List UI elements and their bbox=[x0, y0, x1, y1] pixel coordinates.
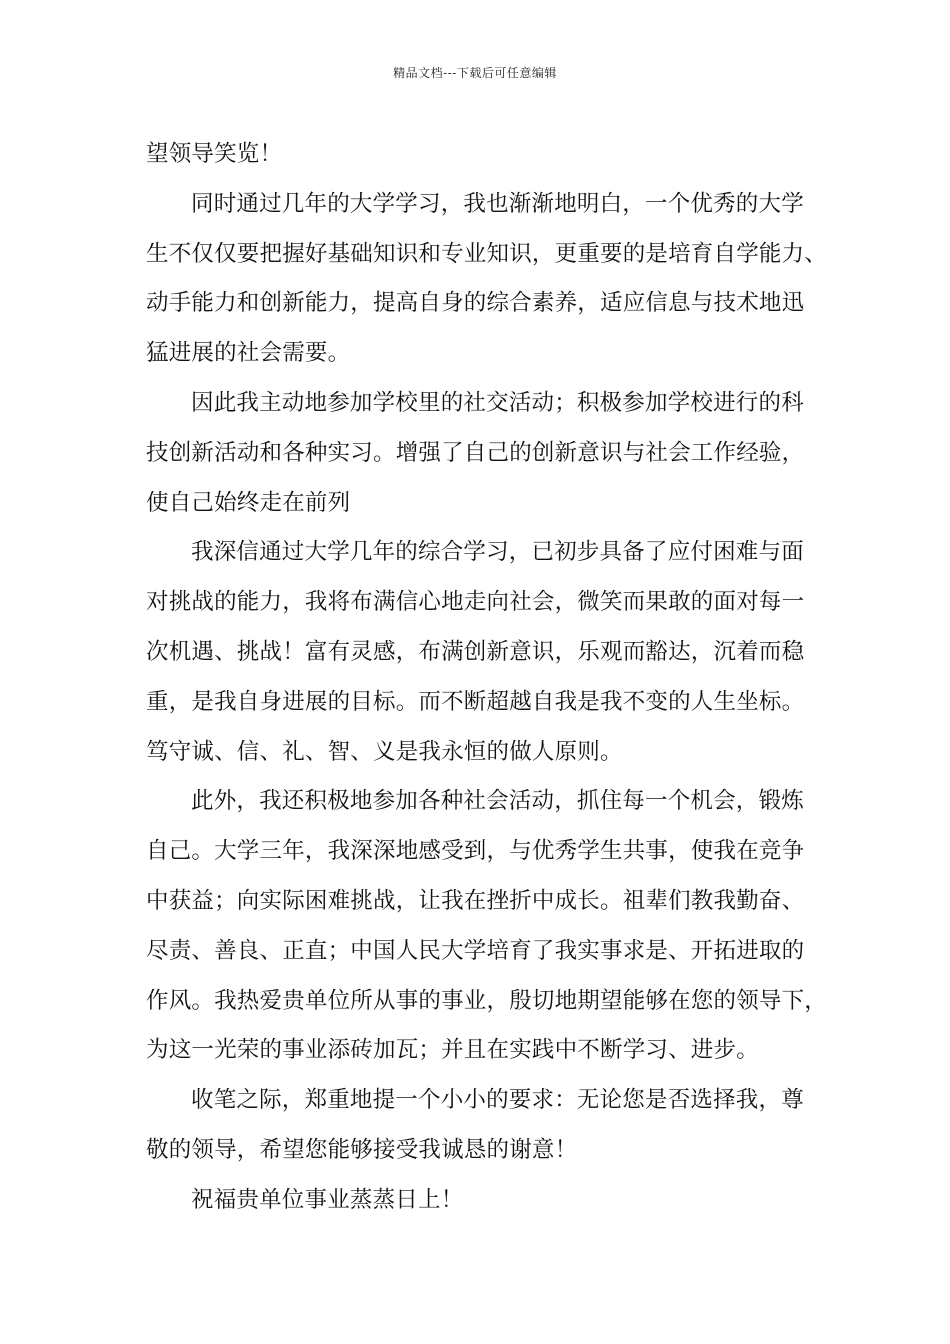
text-line: 祝福贵单位事业蒸蒸日上！ bbox=[191, 1186, 464, 1213]
paragraph-4 bbox=[146, 528, 826, 777]
paragraph-7 bbox=[146, 1176, 826, 1226]
paragraph-6 bbox=[146, 1076, 826, 1176]
text-line: 作风。我热爱贵单位所从事的事业，殷切地期望能够在您的领导下， bbox=[146, 987, 828, 1014]
text-line: 敬的领导，希望您能够接受我诚恳的谢意！ bbox=[146, 1136, 578, 1163]
text-line: 技创新活动和各种实习。增强了自己的创新意识与社会工作经验， bbox=[146, 439, 805, 466]
text-line: 使自己始终走在前列 bbox=[146, 489, 351, 516]
page-header: 精品文档---下载后可任意编辑 bbox=[393, 66, 557, 80]
paragraph-5 bbox=[146, 777, 826, 1076]
text-line: 同时通过几年的大学学习，我也渐渐地明白，一个优秀的大学 bbox=[191, 190, 804, 217]
text-line: 为这一光荣的事业添砖加瓦；并且在实践中不断学习、进步。 bbox=[146, 1037, 759, 1064]
text-line: 此外，我还积极地参加各种社会活动，抓住每一个机会，锻炼 bbox=[191, 788, 804, 815]
text-line: 收笔之际，郑重地提一个小小的要求：无论您是否选择我，尊 bbox=[191, 1087, 804, 1114]
text-line: 猛进展的社会需要。 bbox=[146, 340, 351, 367]
text-line: 中获益；向实际困难挑战，让我在挫折中成长。祖辈们教我勤奋、 bbox=[146, 887, 805, 914]
text-line: 尽责、善良、正直；中国人民大学培育了我实事求是、开拓进取的 bbox=[146, 937, 805, 964]
text-line: 动手能力和创新能力，提高自身的综合素养，适应信息与技术地迅 bbox=[146, 290, 805, 317]
text-line: 因此我主动地参加学校里的社交活动；积极参加学校进行的科 bbox=[191, 389, 804, 416]
paragraph-3 bbox=[146, 379, 826, 528]
text-line: 笃守诚、信、礼、智、义是我永恒的做人原则。 bbox=[146, 738, 623, 765]
paragraph-1 bbox=[146, 130, 826, 180]
text-line: 生不仅仅要把握好基础知识和专业知识，更重要的是培育自学能力、 bbox=[146, 240, 828, 267]
paragraph-2 bbox=[146, 180, 826, 379]
text-line: 重，是我自身进展的目标。而不断超越自我是我不变的人生坐标。 bbox=[146, 688, 805, 715]
text-line: 我深信通过大学几年的综合学习，已初步具备了应付困难与面 bbox=[191, 539, 804, 566]
text-line: 次机遇、挑战！富有灵感，布满创新意识，乐观而豁达，沉着而稳 bbox=[146, 638, 805, 665]
text-line: 望领导笑览！ bbox=[146, 141, 283, 167]
document-body bbox=[146, 130, 826, 1226]
text-line: 自己。大学三年，我深深地感受到，与优秀学生共事，使我在竞争 bbox=[146, 838, 805, 865]
text-line: 对挑战的能力，我将布满信心地走向社会，微笑而果敢的面对每一 bbox=[146, 589, 805, 616]
